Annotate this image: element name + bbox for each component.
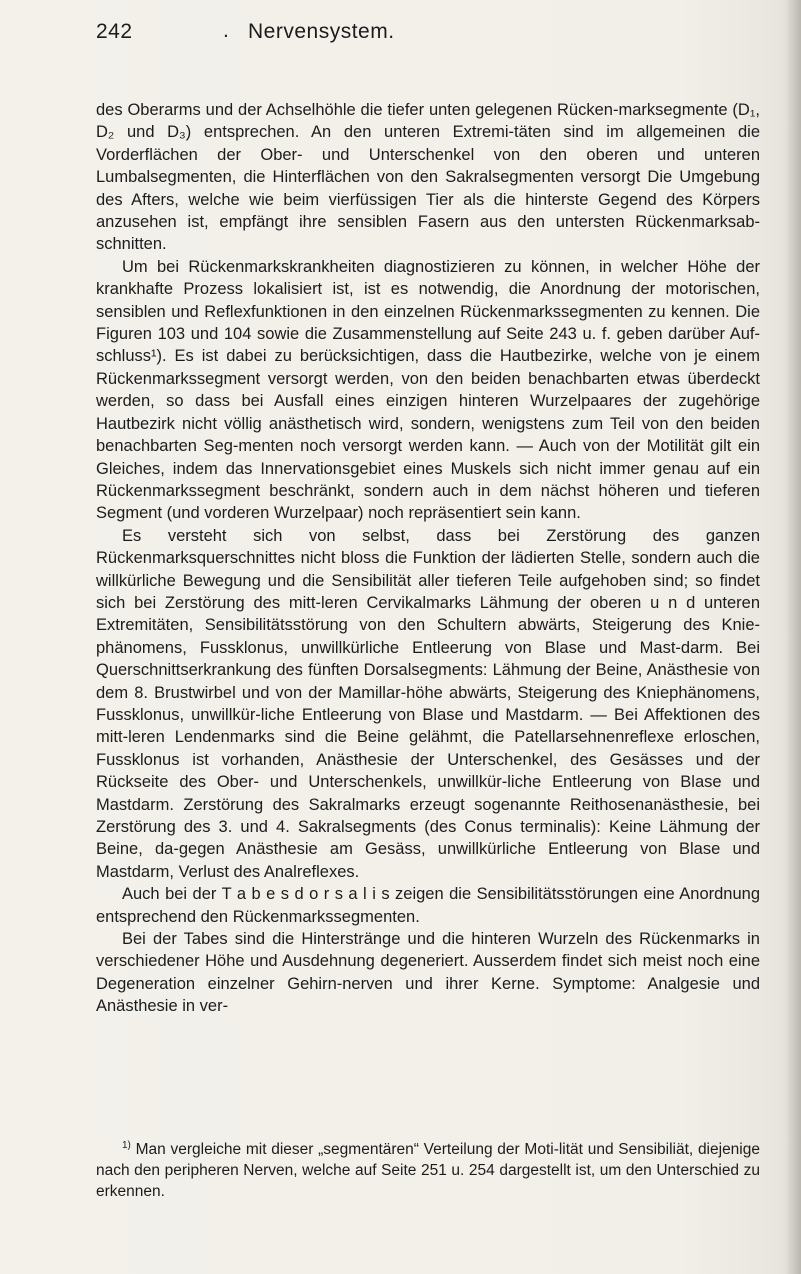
footnote-marker: 1) (122, 1140, 131, 1151)
paragraph: Um bei Rückenmarkskrankheiten diagnostizieren zu können, in welcher Höhe der krankhafte Prozess lokalisiert ist, ist es notwendig, die Anordnung der motorischen, sensiblen und Reflexfunktionen in den einzelnen Rückenmarkssegmenten zu kennen. Die Figuren 103 und 104 sowie die Zusammenstellung auf Seite 243 u. f. geben darüber Auf-schluss¹). Es ist dabei zu berücksichtigen, dass die Hautbezirke, welche von je einem Rückenmarkssegment versorgt werden, von den beiden benachbarten etwas überdeckt werden, so dass bei Ausfall eines einzigen hinteren Wurzelpaares der zugehörige Hautbezirk nicht völlig anästhetisch wird, sondern, wenigstens zum Teil von den beiden benachbarten Seg-menten noch versorgt werden kann. — Auch von der Motilität gilt ein Gleiches, indem das Innervationsgebiet eines Muskels sich nicht immer genau auf ein Rückenmarkssegment beschränkt, sondern auch in dem nächst höheren und tieferen Segment (und vorderen Wurzelpaar) noch repräsentiert sein kann. (96, 257, 760, 523)
page-number: 242 (96, 20, 133, 43)
paragraph: Bei der Tabes sind die Hinterstränge und die hinteren Wurzeln des Rückenmarks in verschiedener Höhe und Ausdehnung degeneriert. Ausserdem findet sich meist noch eine Degeneration einzelner Gehirn-nerven und ihrer Kerne. Symptome: Analgesie und Anästhesie in ver- (96, 930, 760, 1016)
paragraph: Auch bei der T a b e s d o r s a l i s zeigen die Sensibilitätsstörungen eine Anordnung entsprechend den Rückenmarkssegmenten. (96, 885, 760, 926)
paragraph: Es versteht sich von selbst, dass bei Zerstörung des ganzen Rückenmarksquerschnittes nicht bloss die Funktion der lädierten Stelle, sondern auch die willkürliche Bewegung und die Sensibilität aller tieferen Teile aufgehoben sind; so findet sich bei Zerstörung des mitt-leren Cervikalmarks Lähmung der oberen u n d unteren Extremitäten, Sensibilitätsstörung von den Schultern abwärts, Steigerung des Knie-phänomens, Fussklonus, unwillkürliche Entleerung von Blase und Mast-darm. Bei Querschnittserkrankung des fünften Dorsalsegments: Lähmung der Beine, Anästhesie von dem 8. Brustwirbel und von der Mamillar-höhe abwärts, Steigerung des Kniephänomens, Fussklonus, unwillkür-liche Entleerung von Blase und Mastdarm. — Bei Affektionen des mitt-leren Lendenmarks sind die Beine gelähmt, die Patellarsehnenreflexe erloschen, Fussklonus ist vorhanden, Anästhesie der Unterschenkel, des Gesässes und der Rückseite des Ober- und Unterschenkels, unwillkür-liche Entleerung von Blase und Mastdarm. Zerstörung des Sakralmarks erzeugt sogenannte Reithosenanästhesie, bei Zerstörung des 3. und 4. Sakralsegments (des Conus terminalis): Keine Lähmung der Beine, da-gegen Anästhesie am Gesäss, unwillkürliche Entleerung von Blase und Mastdarm, Verlust des Analreflexes. (96, 526, 760, 881)
footnote (96, 1135, 760, 1202)
body-text (96, 99, 760, 1018)
paragraph: des Oberarms und der Achselhöhle die tiefer unten gelegenen Rücken-marksegmente (D₁, D₂ und D₃) entsprechen. An den unteren Extremi-täten sind im allgemeinen die Vorderflächen der Ober- und Unterschenkel von den oberen und unteren Lumbalsegmenten, die Hinterflächen von den Sakralsegmenten versorgt Die Umgebung des Afters, welche wie beim vierfüssigen Tier als die hinterste Gegend des Körpers anzusehen ist, empfängt ihre sensiblen Fasern aus den untersten Rückenmarksab-schnitten. (96, 101, 760, 254)
header-separator: . (223, 19, 230, 42)
running-head: Nervensystem. (248, 20, 395, 43)
page-header (96, 20, 756, 50)
page-edge-shadow (787, 0, 801, 1274)
footnote-paragraph (96, 1135, 760, 1202)
footnote-text: Man vergleiche mit dieser „segmentären“ Verteilung der Moti-lität und Sensibiliät, diejenige nach den peripheren Nerven, welche auf Seite 251 u. 254 dargestellt ist, um den Unterschied zu erkennen. (96, 1141, 760, 1201)
